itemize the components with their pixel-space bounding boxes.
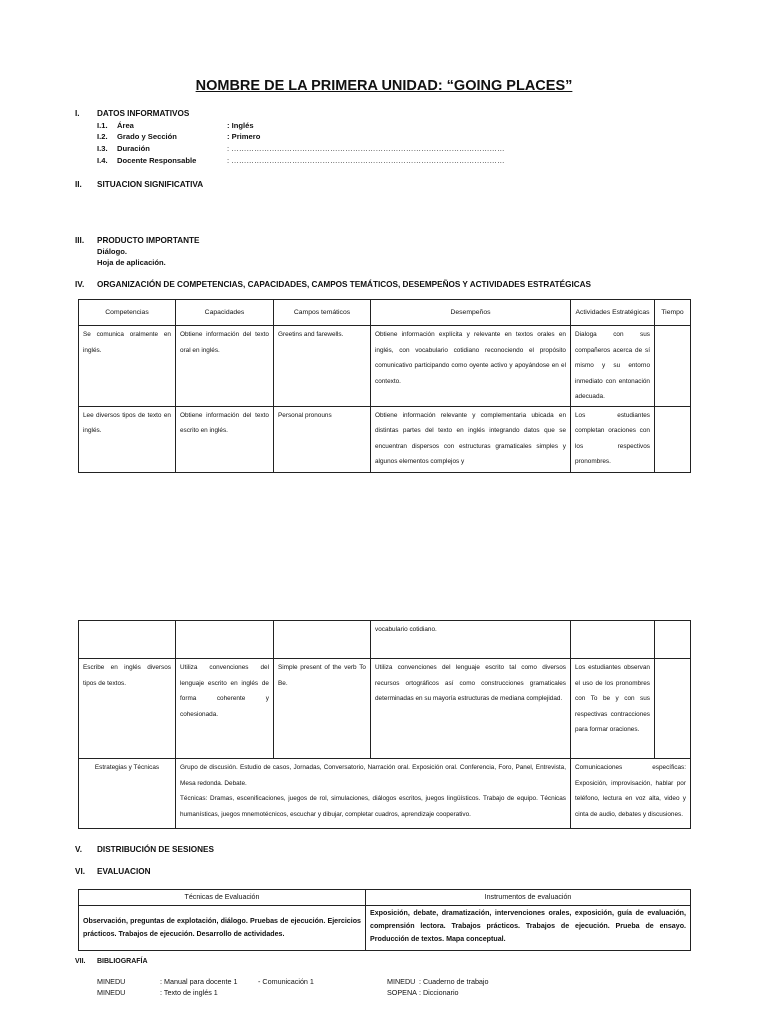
cell-actividad: Los estudiantes completan oraciones con los respectivos pronombres.: [571, 406, 655, 472]
section-2-label: SITUACION SIGNIFICATIVA: [97, 180, 204, 189]
biblio-title: : Texto de inglés 1: [160, 988, 218, 997]
header-campos: Campos temáticos: [274, 300, 371, 326]
cell-empty: [274, 621, 371, 659]
table-row: [79, 406, 691, 472]
header-tecnicas: Técnicas de Evaluación: [79, 890, 366, 906]
datos-label-3: Duración: [117, 144, 150, 153]
section-6-label: EVALUACION: [97, 867, 151, 876]
datos-label-2: Grado y Sección: [117, 132, 177, 141]
biblio-title: : Manual para docente 1: [160, 977, 238, 986]
cell-actividad: Dialoga con sus compañeros acerca de sí mismo y su entorno inmediato con entonación adecuada.: [571, 326, 655, 407]
tecnicas-text: Técnicas: Dramas, escenificaciones, juegos de rol, simulaciones, diálogos escritos, juegos lingüísticos. Trabajo de equipo. Técnicas humanísticas, juegos mnemotécnicos, escuchar y dibujar, completar cuadros, aprendizaje cooperativo.: [180, 795, 566, 818]
datos-label-1: Área: [117, 121, 134, 130]
table-row: [79, 659, 691, 759]
section-2-number: II.: [75, 180, 82, 189]
datos-num-1: I.1.: [97, 121, 108, 130]
cell-estrategias-label: Estrategias y Técnicas: [79, 759, 176, 829]
section-4-number: IV.: [75, 280, 85, 289]
datos-value-1: : Inglés: [227, 121, 254, 130]
header-competencias: Competencias: [79, 300, 176, 326]
section-3-number: III.: [75, 236, 85, 245]
competencias-table-bottom: [78, 620, 691, 829]
cell-capacidad: Obtiene información del texto escrito en inglés.: [176, 406, 274, 472]
cell-campo: Personal pronouns: [274, 406, 371, 472]
header-capacidades: Capacidades: [176, 300, 274, 326]
cell-desempeno: Obtiene información explícita y relevante en textos orales en inglés, con vocabulario cotidiano reconociendo el propósito comunicativo participando como oyente activo y apoyándose en el contexto.: [371, 326, 571, 407]
section-3-label: PRODUCTO IMPORTANTE: [97, 236, 200, 245]
cell-capacidad: Obtiene información del texto oral en inglés.: [176, 326, 274, 407]
biblio-author: SOPENA: [387, 988, 417, 997]
evaluacion-table: [78, 889, 691, 951]
cell-capacidad: Utiliza convenciones del lenguaje escrito en inglés de forma coherente y cohesionada.: [176, 659, 274, 759]
biblio-title-extra: - Comunicación 1: [258, 977, 314, 986]
cell-tiempo: [655, 326, 691, 407]
datos-label-4: Docente Responsable: [117, 156, 197, 165]
biblio-author: MINEDU: [387, 977, 416, 986]
cell-campo: Greetins and farewells.: [274, 326, 371, 407]
producto-item-1: Diálogo.: [97, 247, 127, 256]
datos-num-2: I.2.: [97, 132, 108, 141]
cell-competencia: Escribe en inglés diversos tipos de textos.: [79, 659, 176, 759]
section-7-number: VII.: [75, 958, 86, 965]
datos-value-4: : ………………………………………………………………………………………………: [227, 156, 505, 165]
estrategias-text: Grupo de discusión. Estudio de casos, Jornadas, Conversatorio, Narración oral. Exposición oral. Conferencia, Foro, Panel, Entrevista, Mesa redonda. Debate.: [180, 764, 566, 787]
biblio-title: : Cuaderno de trabajo: [419, 977, 489, 986]
cell-tiempo: [655, 406, 691, 472]
table-row: [79, 759, 691, 829]
page-title: NOMBRE DE LA PRIMERA UNIDAD: “GOING PLACES”: [195, 78, 573, 94]
table-row: [79, 326, 691, 407]
section-7-label: BIBLIOGRAFÍA: [97, 958, 148, 965]
competencias-table-top: [78, 299, 691, 473]
section-1-number: I.: [75, 109, 80, 118]
header-tiempo: Tiempo: [655, 300, 691, 326]
cell-desempeno: Obtiene información relevante y complementaria ubicada en distintas partes del texto en inglés integrando datos que se encuentran dispersos con estructuras gramaticales simples y algunos elementos complejos y: [371, 406, 571, 472]
datos-num-3: I.3.: [97, 144, 108, 153]
cell-desempeno: Utiliza convenciones del lenguaje escrito tal como diversos recursos ortográficos así como construcciones gramaticales determinadas en su mayoría estructuras de mediana complejidad.: [371, 659, 571, 759]
cell-tecnicas: Observación, preguntas de explotación, diálogo. Pruebas de ejecución. Ejercicios prácticos. Trabajos de ejecución. Desarrollo de actividades.: [79, 906, 366, 951]
section-4-label: ORGANIZACIÓN DE COMPETENCIAS, CAPACIDADES, CAMPOS TEMÁTICOS, DESEMPEÑOS Y ACTIVIDADES ESTRATÉGICAS: [97, 280, 592, 289]
section-5-number: V.: [75, 845, 82, 854]
cell-empty: [79, 621, 176, 659]
section-1-label: DATOS INFORMATIVOS: [97, 109, 190, 118]
cell-comunicaciones: Comunicaciones específicas: Exposición, improvisación, hablar por teléfono, lectura en voz alta, video y cinta de audio, debates y discusiones.: [571, 759, 691, 829]
header-instrumentos: Instrumentos de evaluación: [366, 890, 691, 906]
producto-item-2: Hoja de aplicación.: [97, 258, 166, 267]
datos-value-3: : ………………………………………………………………………………………………: [227, 144, 505, 153]
header-desempenos: Desempeños: [371, 300, 571, 326]
cell-tiempo: [655, 659, 691, 759]
cell-competencia: Se comunica oralmente en inglés.: [79, 326, 176, 407]
cell-competencia: Lee diversos tipos de texto en inglés.: [79, 406, 176, 472]
cell-estrategias-text: [176, 759, 571, 829]
section-6-number: VI.: [75, 867, 86, 876]
biblio-author: MINEDU: [97, 977, 126, 986]
header-actividades: Actividades Estratégicas: [571, 300, 655, 326]
biblio-title: : Diccionario: [419, 988, 459, 997]
cell-instrumentos: Exposición, debate, dramatización, intervenciones orales, exposición, guía de evaluación, comprensión lectora. Trabajos prácticos. Trabajos de ejecución. Prueba de ensayo. Producción de textos. Mapa conceptual.: [366, 906, 691, 951]
cell-empty: [655, 621, 691, 659]
cell-empty: [176, 621, 274, 659]
section-5-label: DISTRIBUCIÓN DE SESIONES: [97, 845, 214, 854]
biblio-author: MINEDU: [97, 988, 126, 997]
datos-num-4: I.4.: [97, 156, 108, 165]
cell-campo: Simple present of the verb To Be.: [274, 659, 371, 759]
cell-desempeno-cont: vocabulario cotidiano.: [371, 621, 571, 659]
cell-empty: [571, 621, 655, 659]
cell-actividad: Los estudiantes observan el uso de los pronombres con To be y con sus respectivas contracciones para formar oraciones.: [571, 659, 655, 759]
datos-value-2: : Primero: [227, 132, 261, 141]
